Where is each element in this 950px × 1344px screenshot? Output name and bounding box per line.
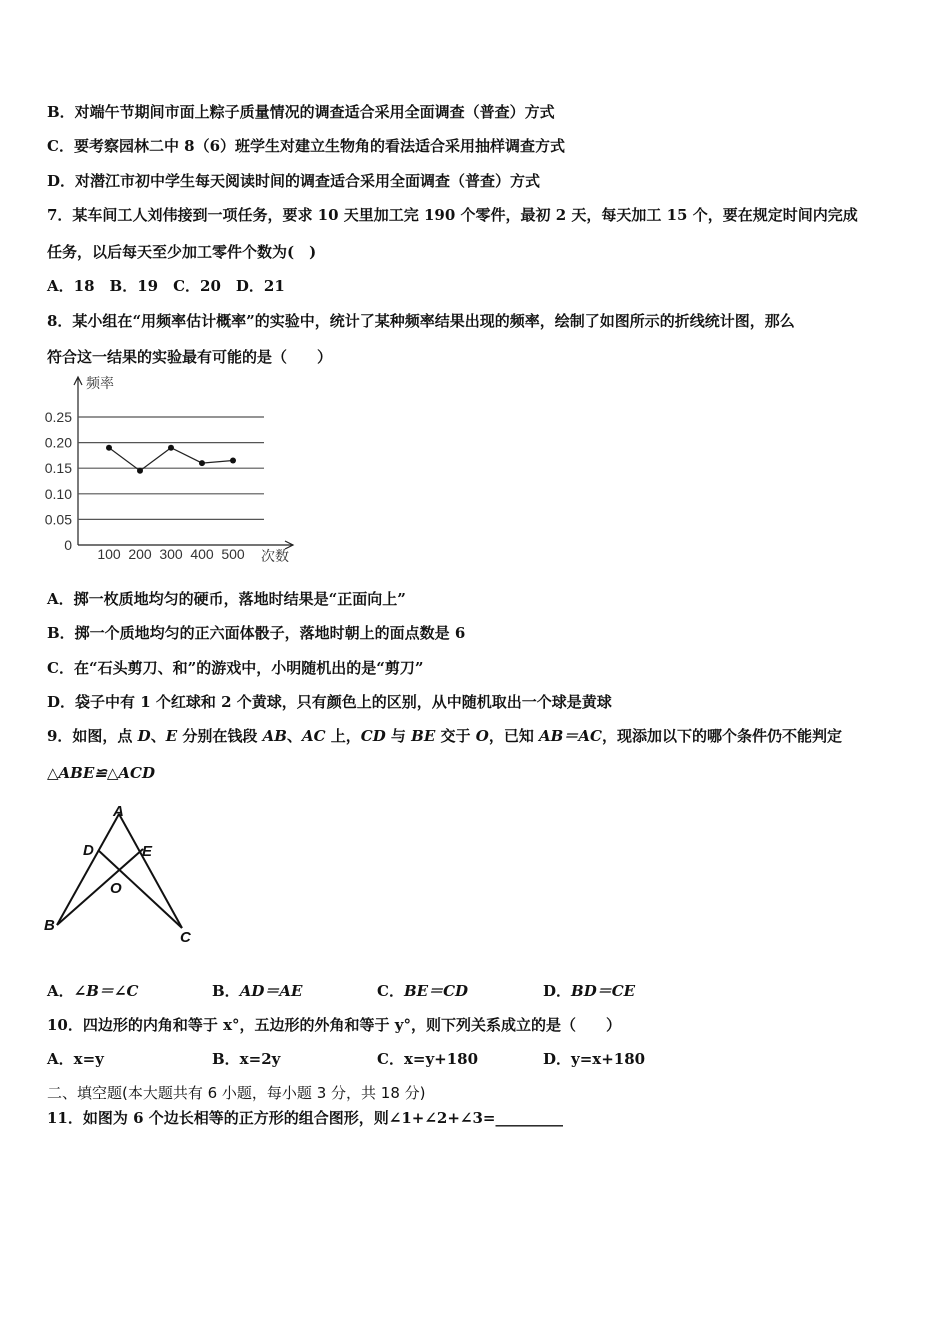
label-e: E [142, 843, 153, 860]
label-b: B [44, 917, 55, 934]
y-axis-title: 频率 [86, 375, 114, 391]
q9-option-c: C．BE＝CD [377, 982, 469, 1000]
q10-option-c: C．x=y+180 [377, 1050, 479, 1068]
q8-option-c: C．在“石头剪刀、和”的游戏中，小明随机出的是“剪刀” [47, 659, 424, 677]
series-line [109, 448, 233, 471]
q7-stem-line2: 任务，以后每天至少加工零件个数为( ) [47, 243, 317, 261]
label-d: D [83, 842, 94, 859]
section-heading-fill-in: 二、填空题(本大题共有 6 小题，每小题 3 分，共 18 分) [47, 1084, 426, 1102]
q8-option-d: D．袋子中有 1 个红球和 2 个黄球，只有颜色上的区别，从中随机取出一个球是黄球 [47, 693, 612, 711]
q10-option-a: A．x=y [47, 1050, 104, 1068]
q6-option-d: D．对潜江市初中学生每天阅读时间的调查适合采用全面调查（普查）方式 [47, 172, 541, 190]
data-point [168, 445, 174, 451]
q6-option-b: B．对端午节期间市面上粽子质量情况的调查适合采用全面调查（普查）方式 [47, 103, 555, 121]
data-point [199, 460, 205, 466]
q8-stem-line2: 符合这一结果的实验最有可能的是（ ） [47, 348, 333, 366]
segment-ac [119, 814, 182, 928]
x-tick-label: 500 [221, 546, 245, 562]
y-tick-label: 0.15 [44, 460, 72, 477]
q9-option-d: D．BD＝CE [543, 982, 636, 1000]
q10-option-d: D．y=x+180 [543, 1050, 646, 1068]
y-tick-label: 0 [64, 537, 72, 553]
y-tick-label: 0.05 [44, 511, 72, 528]
y-tick-label: 0.25 [44, 409, 72, 425]
data-point [106, 445, 112, 451]
q10-stem: 10．四边形的内角和等于 x°，五边形的外角和等于 y°，则下列关系成立的是（ ） [47, 1016, 621, 1034]
q11-stem: 11．如图为 6 个边长相等的正方形的组合图形，则∠1+∠2+∠3=_________ [47, 1109, 563, 1127]
q8-option-b: B．掷一个质地均匀的正六面体骰子，落地时朝上的面点数是 6 [47, 624, 466, 642]
q9-option-b: B．AD＝AE [212, 982, 303, 1000]
triangle-figure [40, 800, 210, 950]
label-c: C [180, 929, 191, 946]
q8-option-a: A．掷一枚质地均匀的硬币，落地时结果是“正面向上” [47, 590, 406, 608]
q7-options: A．18 B．19 C．20 D．21 [47, 277, 285, 295]
segment-be [57, 849, 143, 925]
q10-option-b: B．x=2y [212, 1050, 281, 1068]
label-o: O [110, 880, 122, 897]
q9-stem-line2: △ABE≌△ACD [47, 764, 155, 782]
y-tick-label: 0.20 [44, 434, 72, 451]
x-tick-label: 400 [190, 546, 214, 562]
q6-option-c: C．要考察园林二中 8（6）班学生对建立生物角的看法适合采用抽样调查方式 [47, 137, 566, 155]
y-tick-label: 0.10 [44, 485, 72, 502]
x-tick-label: 300 [159, 546, 183, 562]
segment-ab [57, 814, 119, 925]
label-a: A [113, 803, 124, 820]
q7-stem-line1: 7．某车间工人刘伟接到一项任务，要求 10 天里加工完 190 个零件，最初 2 天，每天加工 15 个，要在规定时间内完成 [47, 206, 858, 224]
x-axis-title: 次数 [261, 548, 289, 564]
q9-stem-line1: 9．如图，点 D、E 分别在钱段 AB、AC 上，CD 与 BE 交于 O，已知 AB＝AC，现添加以下的哪个条件仍不能判定 [47, 727, 842, 745]
x-tick-label: 100 [97, 546, 121, 562]
data-point [230, 458, 236, 464]
x-tick-label: 200 [128, 546, 152, 562]
frequency-line-chart [40, 372, 310, 572]
q8-stem-line1: 8．某小组在“用频率估计概率”的实验中，统计了某种频率结果出现的频率，绘制了如图所示的折线统计图，那么 [47, 312, 795, 330]
data-point [137, 468, 143, 474]
q9-option-a: A．∠B＝∠C [47, 982, 139, 1000]
